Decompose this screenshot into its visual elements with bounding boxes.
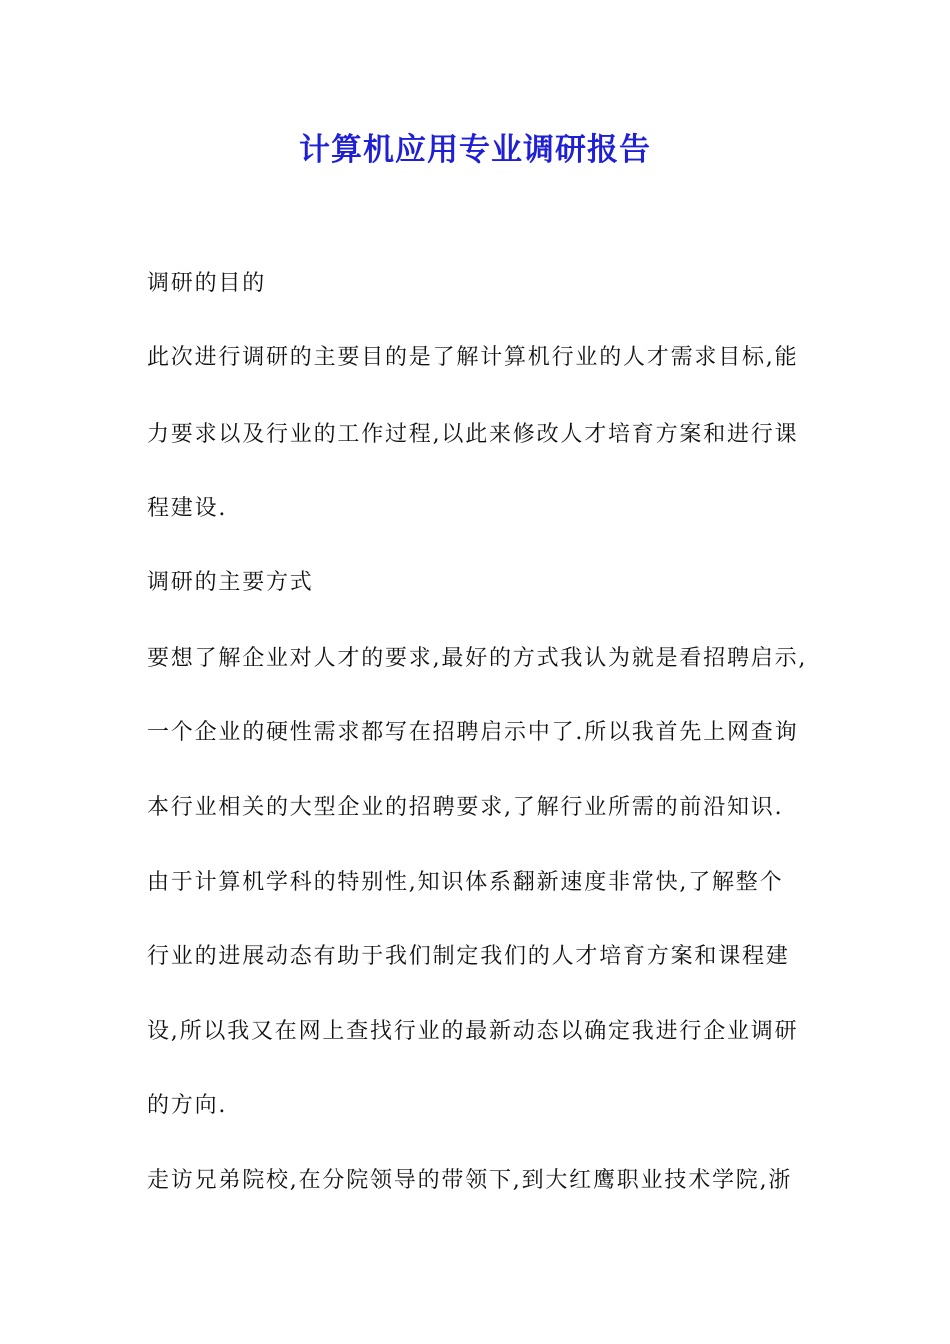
paragraph-line: 一个企业的硬性需求都写在招聘启示中了.所以我首先上网查询 — [147, 720, 799, 745]
paragraph-line: 要想了解企业对人才的要求,最好的方式我认为就是看招聘启示, — [147, 646, 808, 671]
document-title: 计算机应用专业调研报告 — [299, 132, 651, 168]
section-heading-purpose: 调研的目的 — [147, 271, 267, 296]
paragraph-line: 此次进行调研的主要目的是了解计算机行业的人才需求目标,能 — [147, 345, 799, 370]
paragraph-line: 程建设. — [147, 496, 228, 521]
paragraph-line: 力要求以及行业的工作过程,以此来修改人才培育方案和进行课 — [147, 422, 799, 447]
paragraph-line: 的方向. — [147, 1093, 228, 1118]
paragraph-line: 走访兄弟院校,在分院领导的带领下,到大红鹰职业技术学院,浙 — [147, 1168, 793, 1193]
paragraph-line: 由于计算机学科的特别性,知识体系翻新速度非常快,了解整个 — [147, 870, 784, 895]
paragraph-line: 本行业相关的大型企业的招聘要求,了解行业所需的前沿知识. — [147, 795, 784, 820]
section-heading-methods: 调研的主要方式 — [147, 570, 314, 595]
paragraph-line: 行业的进展动态有助于我们制定我们的人才培育方案和课程建 — [147, 944, 790, 969]
paragraph-line: 设,所以我又在网上查找行业的最新动态以确定我进行企业调研 — [147, 1019, 799, 1044]
